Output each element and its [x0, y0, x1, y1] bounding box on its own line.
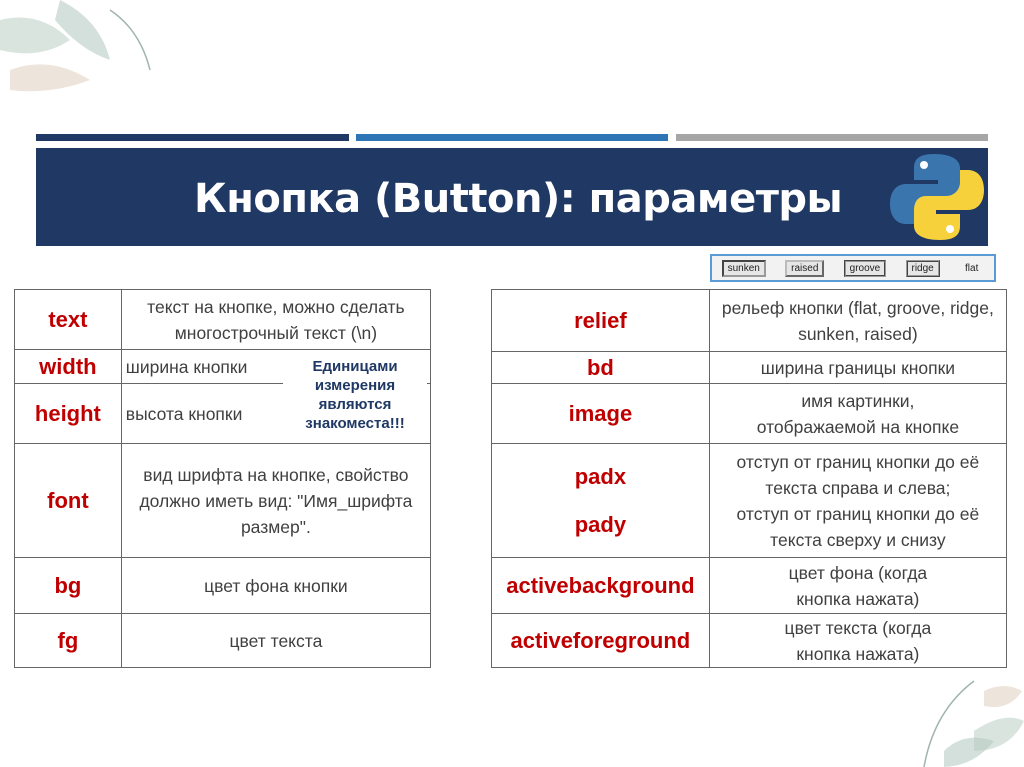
param-key: pady — [574, 511, 627, 537]
right-params-table — [491, 289, 1007, 668]
param-key: fg — [15, 614, 122, 668]
table-row — [15, 290, 431, 350]
title-bar — [36, 148, 988, 246]
param-key: width — [15, 350, 122, 384]
param-desc: высота кнопки — [121, 384, 430, 444]
param-desc: цвет текста — [121, 614, 430, 668]
leaf-decoration-top-left — [0, 0, 160, 96]
relief-flat-sample: flat — [965, 262, 979, 274]
param-desc: отступ от границ кнопки до её текста справа и слева; — [736, 451, 980, 498]
param-desc: цвет фона кнопки — [121, 558, 430, 614]
param-key: activebackground — [492, 558, 710, 614]
header-stripe-blue — [356, 134, 668, 141]
param-desc: вид шрифта на кнопке, свойство должно иметь вид: "Имя_шрифта размер". — [121, 444, 430, 558]
param-key: activeforeground — [492, 614, 710, 668]
table-row — [492, 384, 1007, 444]
table-row — [492, 444, 1007, 558]
table-row — [15, 558, 431, 614]
relief-demo-strip — [710, 254, 996, 282]
table-row — [492, 614, 1007, 668]
param-key: padx — [574, 463, 627, 489]
param-desc: отступ от границ кнопки до её текста сверху и снизу — [736, 503, 980, 550]
table-row — [15, 614, 431, 668]
param-key-pair — [492, 444, 710, 558]
relief-raised-sample: raised — [785, 260, 824, 277]
param-desc: ширина кнопки — [121, 350, 430, 384]
relief-groove-sample: groove — [844, 260, 887, 277]
relief-ridge-sample: ridge — [906, 260, 940, 277]
param-key: text — [15, 290, 122, 350]
table-row — [492, 352, 1007, 384]
param-key: bd — [492, 352, 710, 384]
table-row — [15, 444, 431, 558]
param-desc: рельеф кнопки (flat, groove, ridge, sunken, raised) — [709, 290, 1006, 352]
param-key: image — [492, 384, 710, 444]
param-key: relief — [492, 290, 710, 352]
param-key: font — [15, 444, 122, 558]
leaf-decoration-bottom-right — [914, 671, 1024, 767]
left-params-table — [14, 289, 431, 668]
param-desc: ширина границы кнопки — [709, 352, 1006, 384]
units-note: Единицами измерения являются знакоместа!!! — [283, 353, 427, 437]
relief-sunken-sample: sunken — [722, 260, 766, 277]
table-row — [492, 290, 1007, 352]
slide-title: Кнопка (Button): параметры — [194, 176, 843, 222]
param-desc: цвет текста (когда кнопка нажата) — [709, 614, 1006, 668]
param-desc: имя картинки, отображаемой на кнопке — [709, 384, 1006, 444]
python-logo-icon — [884, 148, 988, 246]
param-desc: текст на кнопке, можно сделать многострочный текст (\n) — [121, 290, 430, 350]
param-desc: цвет фона (когда кнопка нажата) — [709, 558, 1006, 614]
param-key: bg — [15, 558, 122, 614]
header-stripe-dark — [36, 134, 349, 141]
header-stripe-gray — [676, 134, 988, 141]
param-key: height — [15, 384, 122, 444]
table-row — [492, 558, 1007, 614]
param-desc-pair — [709, 444, 1006, 558]
